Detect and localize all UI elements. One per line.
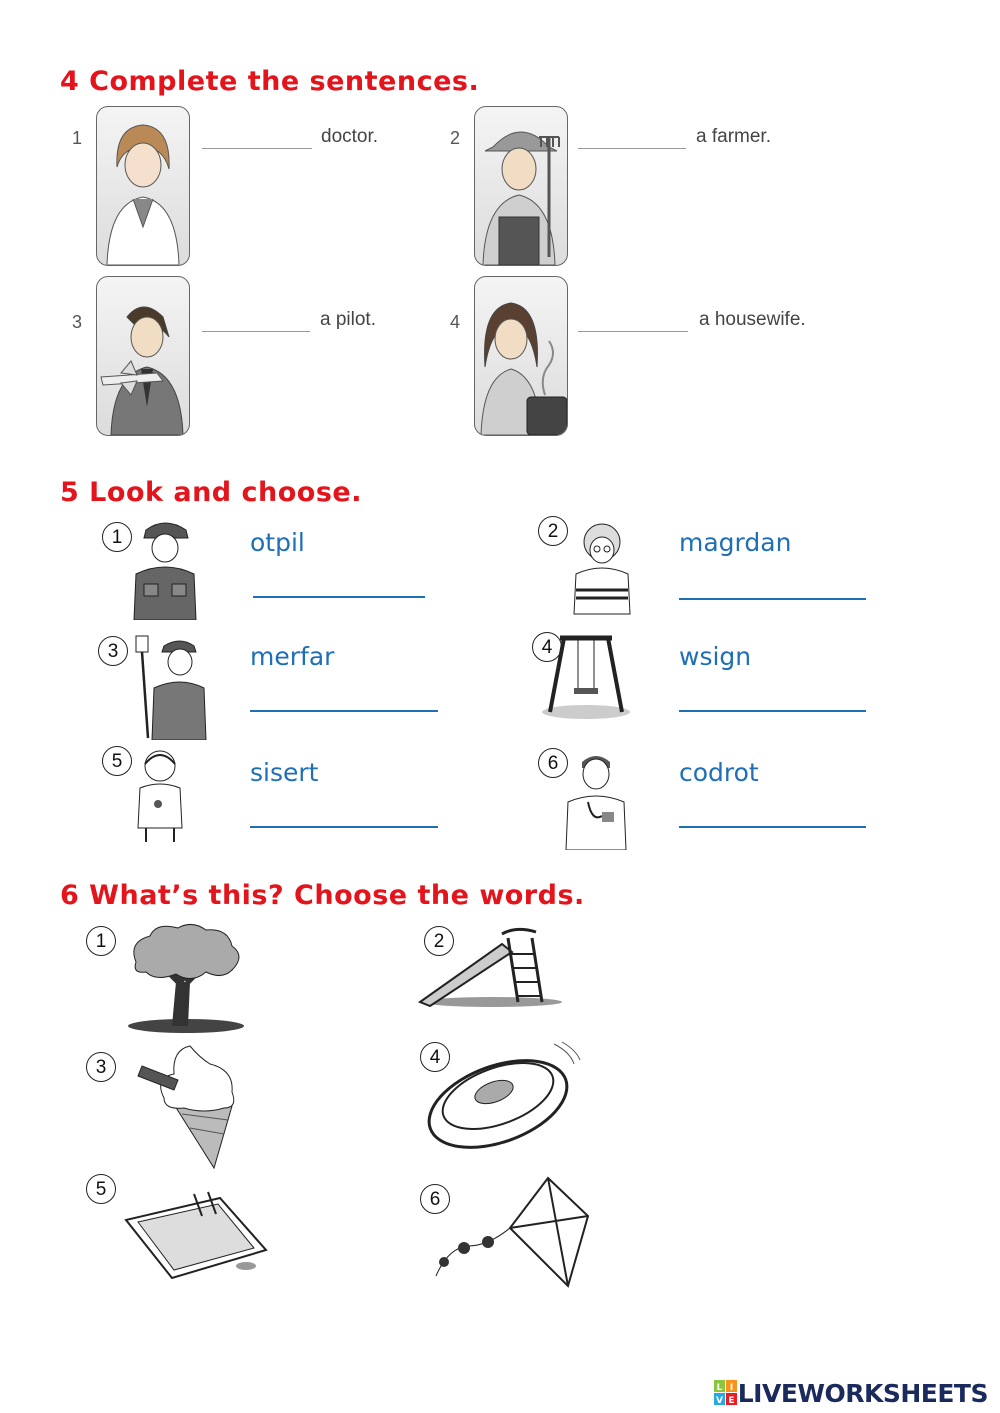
scrambled-word: sisert (250, 758, 319, 787)
logo-letter: E (728, 1396, 735, 1406)
pilot-icon (128, 514, 202, 620)
section-4-title: 4 Complete the sentences. (60, 66, 480, 97)
answer-blank[interactable] (578, 331, 688, 332)
section-4-item-number: 4 (450, 312, 461, 332)
item-number-circle: 4 (532, 632, 562, 662)
sentence-text: a pilot. (320, 309, 376, 330)
tree-icon (126, 922, 246, 1034)
scrambled-word: merfar (250, 642, 335, 671)
swing-icon (540, 632, 632, 722)
section-5-title: 5 Look and choose. (60, 477, 362, 508)
sentence-text: a housewife. (699, 309, 806, 330)
section-4-item-number: 2 (450, 128, 461, 148)
liveworksheets-logo-icon (714, 1380, 738, 1406)
sentence-text: a farmer. (696, 126, 771, 147)
section-4-item-number: 3 (72, 312, 83, 332)
item-number-circle: 5 (86, 1174, 116, 1204)
item-number-circle: 1 (86, 926, 116, 956)
answer-blank[interactable] (578, 148, 686, 149)
grandma-icon (568, 518, 636, 616)
logo-letter: I (729, 1383, 733, 1393)
scrambled-word: otpil (250, 528, 305, 557)
slide-icon (416, 926, 562, 1008)
sentence-text: doctor. (321, 126, 379, 147)
answer-blank[interactable] (202, 148, 312, 149)
logo-letter: V (715, 1396, 723, 1406)
section-6-title: 6 What’s this? Choose the words. (60, 880, 585, 911)
scrambled-word: codrot (679, 758, 759, 787)
frisbee-icon (424, 1040, 584, 1150)
sister-icon (132, 744, 188, 844)
item-number-circle: 6 (420, 1184, 450, 1214)
liveworksheets-logo (714, 1378, 988, 1408)
answer-line[interactable] (679, 826, 866, 828)
scrambled-word: magrdan (679, 528, 792, 557)
doctor-icon (562, 746, 630, 850)
item-number-circle: 2 (424, 926, 454, 956)
item-number-circle: 2 (538, 516, 568, 546)
item-number-circle: 3 (86, 1052, 116, 1082)
logo-text: LIVEWORKSHEETS (737, 1378, 988, 1408)
kite-icon (428, 1176, 594, 1288)
item-number-circle: 6 (538, 748, 568, 778)
answer-line[interactable] (679, 598, 866, 600)
housewife-photo (474, 276, 568, 436)
item-number-circle: 1 (102, 522, 132, 552)
pilot-photo (96, 276, 190, 436)
answer-line[interactable] (253, 596, 425, 598)
answer-line[interactable] (679, 710, 866, 712)
item-number-circle: 4 (420, 1042, 450, 1072)
farmer-photo (474, 106, 568, 266)
item-number-circle: 5 (102, 746, 132, 776)
logo-letter: L (716, 1383, 723, 1393)
answer-line[interactable] (250, 826, 438, 828)
item-number-circle: 3 (98, 636, 128, 666)
answer-blank[interactable] (202, 331, 310, 332)
section-4-item-number: 1 (72, 128, 83, 148)
doctor-photo (96, 106, 190, 266)
ice-cream-icon (134, 1042, 240, 1170)
scrambled-word: wsign (679, 642, 752, 671)
answer-line[interactable] (250, 710, 438, 712)
farmer-icon (130, 632, 208, 740)
swimming-pool-icon (122, 1190, 272, 1286)
